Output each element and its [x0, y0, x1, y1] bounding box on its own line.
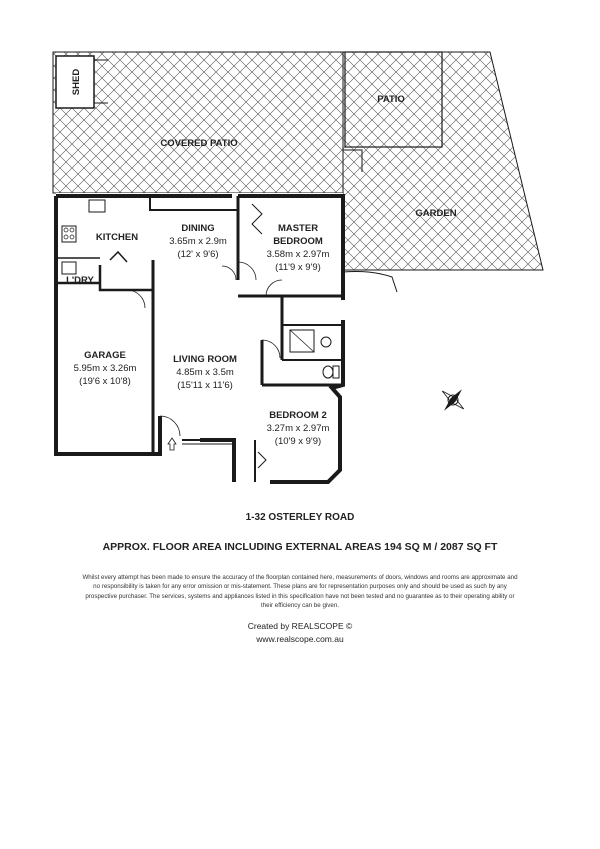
living-room-label: LIVING ROOM — [173, 354, 237, 365]
dining-label: DINING — [181, 223, 215, 234]
patio-label: PATIO — [377, 94, 405, 105]
master-bedroom-label-1: MASTER — [277, 223, 319, 234]
dining-dim-imperial: (12' x 9'6) — [177, 249, 219, 260]
covered-patio-label: COVERED PATIO — [160, 138, 238, 149]
living-room-dim-metric: 4.85m x 3.5m — [176, 367, 234, 378]
bedroom-2-dim-imperial: (10'9 x 9'9) — [274, 436, 322, 447]
bedroom-2-label: BEDROOM 2 — [269, 410, 327, 421]
bedroom-2-dim-metric: 3.27m x 2.97m — [266, 423, 330, 434]
living-room-dim-imperial: (15'11 x 11'6) — [177, 380, 233, 391]
website-link[interactable]: www.realscope.com.au — [256, 634, 344, 644]
master-bedroom-dim-imperial: (11'9 x 9'9) — [275, 262, 321, 273]
creator-credit: Created by REALSCOPE © — [247, 621, 353, 631]
address-title: 1-32 OSTERLEY ROAD — [245, 512, 355, 523]
laundry-label: L'DRY — [66, 275, 94, 286]
garage-dim-imperial: (19'6 x 10'8) — [79, 376, 131, 387]
compass-icon — [433, 380, 472, 419]
master-bedroom-label-2: BEDROOM — [273, 236, 323, 247]
covered-patio-area — [53, 52, 343, 193]
master-bedroom-dim-metric: 3.58m x 2.97m — [266, 249, 330, 260]
floor-area-summary: APPROX. FLOOR AREA INCLUDING EXTERNAL AREAS 194 SQ M / 2087 SQ FT — [102, 541, 498, 553]
garage-dim-metric: 5.95m x 3.26m — [73, 363, 137, 374]
dining-dim-metric: 3.65m x 2.9m — [169, 236, 227, 247]
kitchen-label: KITCHEN — [95, 232, 139, 243]
shed-label: SHED — [71, 68, 82, 96]
garage-label: GARAGE — [84, 350, 126, 361]
disclaimer-text: Whilst every attempt has been made to ensure the accuracy of the floorplan contained here, measurements of doors, windows and rooms are approximate and no responsibility is taken for any error omission or mis-statement. These plans are for representation purposes only and should be used as such by any prospective purchaser. The services, systems and appliances listed in this specification have not been tested and no guarantee as to their operating ability or their efficiency can be given. — [82, 574, 518, 609]
garden-label: GARDEN — [415, 208, 457, 219]
garden-area — [343, 52, 543, 270]
